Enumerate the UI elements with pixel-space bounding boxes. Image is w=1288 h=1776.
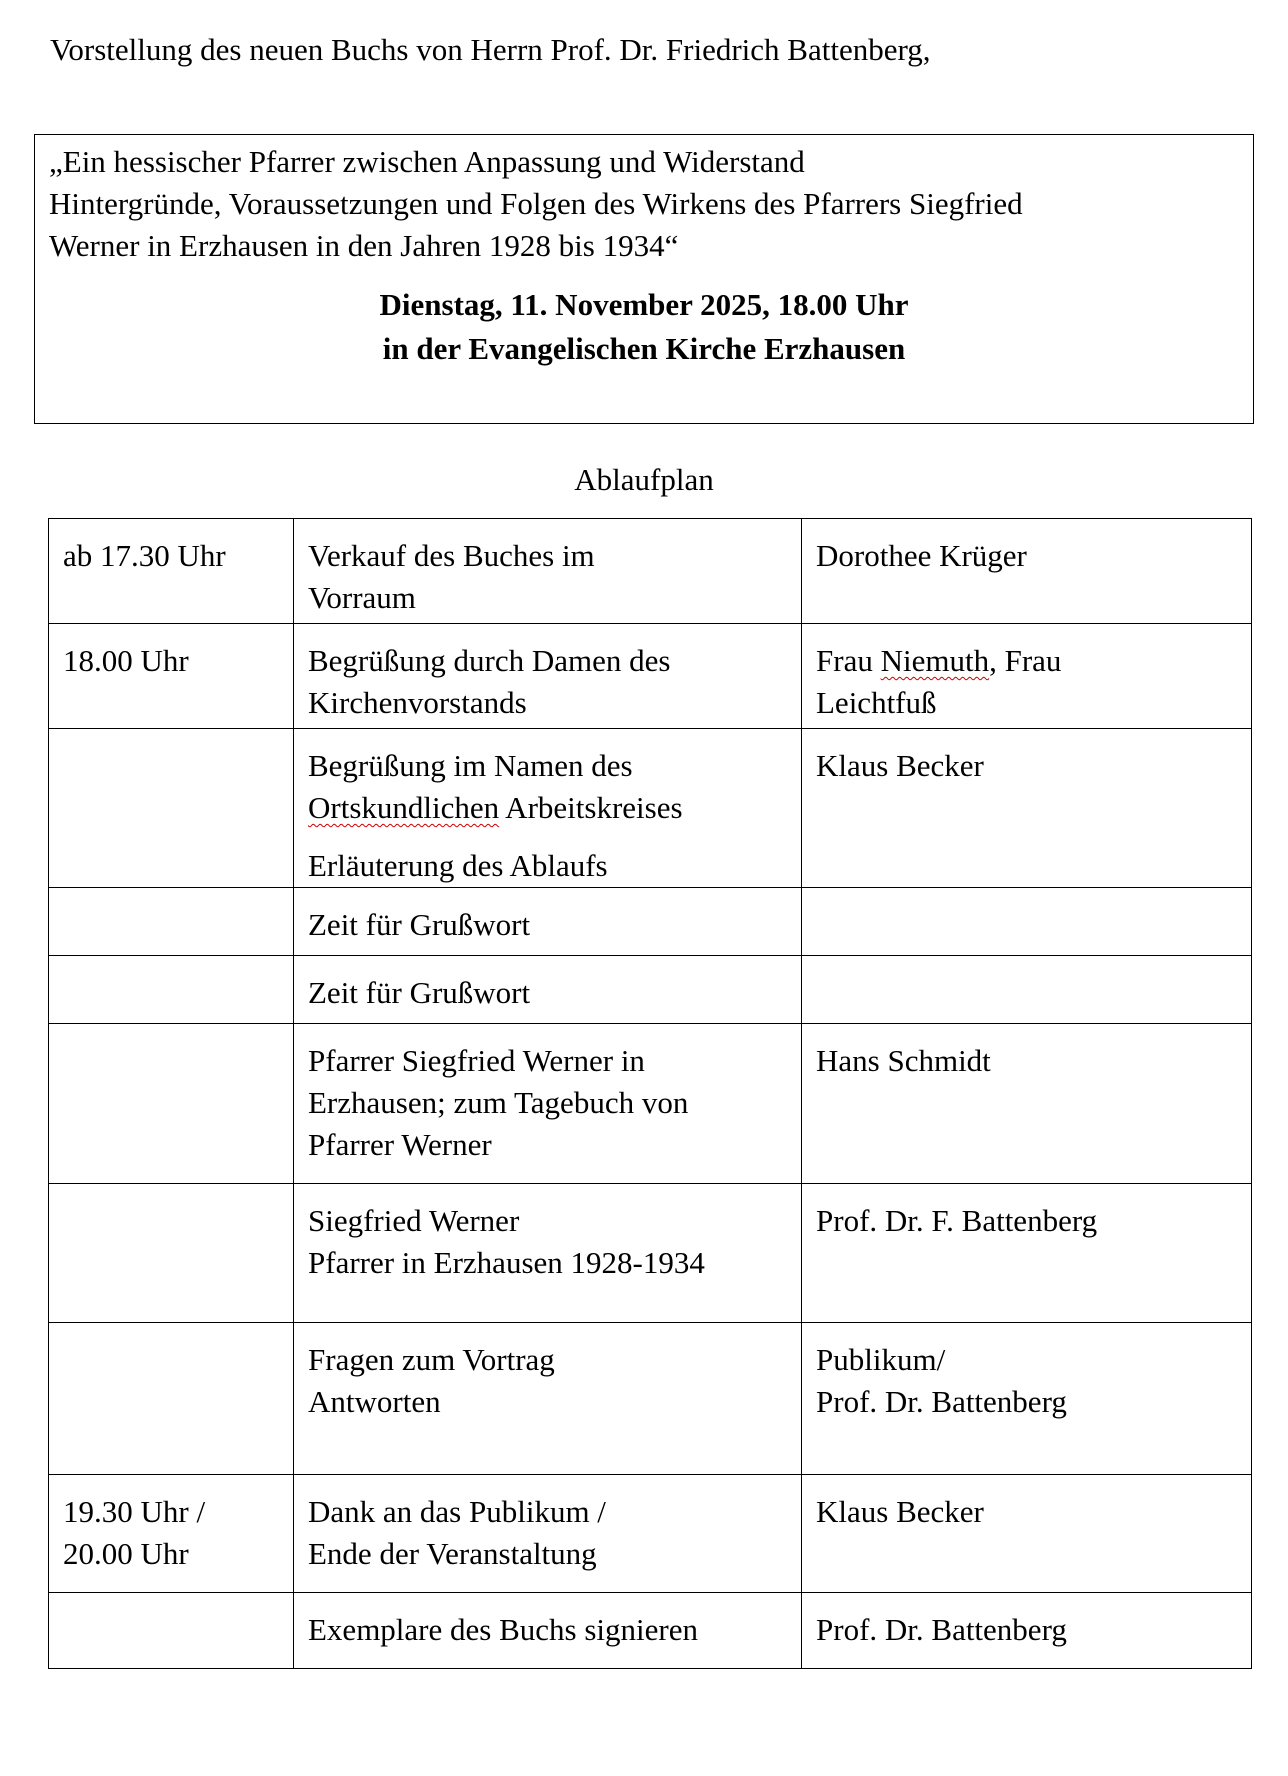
time-cell <box>49 1323 294 1475</box>
book-title <box>49 141 1239 267</box>
time-cell: ab 17.30 Uhr <box>49 519 294 624</box>
item-cell: Siegfried Werner Pfarrer in Erzhausen 1928-1934 <box>294 1184 802 1323</box>
person-cell <box>802 888 1252 956</box>
item-cell: Zeit für Grußwort <box>294 888 802 956</box>
time-cell <box>49 1024 294 1184</box>
time-cell: 18.00 Uhr <box>49 624 294 729</box>
time-cell <box>49 729 294 888</box>
table-row <box>49 1024 1252 1184</box>
schedule-table <box>48 518 1252 1669</box>
table-row <box>49 624 1252 729</box>
person-cell: Dorothee Krüger <box>802 519 1252 624</box>
person-cell: Prof. Dr. Battenberg <box>802 1593 1252 1669</box>
book-title-line: Werner in Erzhausen in den Jahren 1928 bis 1934“ <box>49 228 679 263</box>
table-row <box>49 1323 1252 1475</box>
table-row <box>49 1184 1252 1323</box>
item-cell: Begrüßung durch Damen des Kirchenvorstands <box>294 624 802 729</box>
table-row <box>49 1593 1252 1669</box>
person-cell: Publikum/ Prof. Dr. Battenberg <box>802 1323 1252 1475</box>
person-cell: Klaus Becker <box>802 1475 1252 1593</box>
item-cell: Verkauf des Buches im Vorraum <box>294 519 802 624</box>
item-cell: Exemplare des Buchs signieren <box>294 1593 802 1669</box>
item-cell: Zeit für Grußwort <box>294 956 802 1024</box>
time-cell <box>49 888 294 956</box>
spellcheck-flagged-word: Ortskundlichen <box>308 790 500 825</box>
item-cell: Dank an das Publikum / Ende der Veranstaltung <box>294 1475 802 1593</box>
table-row <box>49 888 1252 956</box>
table-row <box>49 1475 1252 1593</box>
time-cell <box>49 956 294 1024</box>
person-cell: Frau Niemuth, Frau Leichtfuß <box>802 624 1252 729</box>
person-cell: Hans Schmidt <box>802 1024 1252 1184</box>
person-cell: Prof. Dr. F. Battenberg <box>802 1184 1252 1323</box>
table-row <box>49 519 1252 624</box>
item-cell: Pfarrer Siegfried Werner in Erzhausen; zum Tagebuch von Pfarrer Werner <box>294 1024 802 1184</box>
time-cell <box>49 1184 294 1323</box>
book-title-line: „Ein hessischer Pfarrer zwischen Anpassung und Widerstand <box>49 144 805 179</box>
event-location: in der Evangelischen Kirche Erzhausen <box>382 331 906 366</box>
person-cell <box>802 956 1252 1024</box>
person-cell: Klaus Becker <box>802 729 1252 888</box>
schedule-heading: Ablaufplan <box>574 462 714 497</box>
intro-text: Vorstellung des neuen Buchs von Herrn Prof. Dr. Friedrich Battenberg, <box>50 32 931 67</box>
item-cell: Fragen zum Vortrag Antworten <box>294 1323 802 1475</box>
table-row <box>49 956 1252 1024</box>
book-title-line: Hintergründe, Voraussetzungen und Folgen des Wirkens des Pfarrers Siegfried <box>49 186 1023 221</box>
item-cell: Begrüßung im Namen des Ortskundlichen Arbeitskreises Erläuterung des Ablaufs <box>294 729 802 888</box>
time-cell: 19.30 Uhr / 20.00 Uhr <box>49 1475 294 1593</box>
title-box <box>34 134 1254 424</box>
event-date-time: Dienstag, 11. November 2025, 18.00 Uhr <box>379 287 909 322</box>
event-info <box>49 283 1239 371</box>
time-cell <box>49 1593 294 1669</box>
table-row <box>49 729 1252 888</box>
spellcheck-flagged-word: Niemuth <box>880 643 990 678</box>
